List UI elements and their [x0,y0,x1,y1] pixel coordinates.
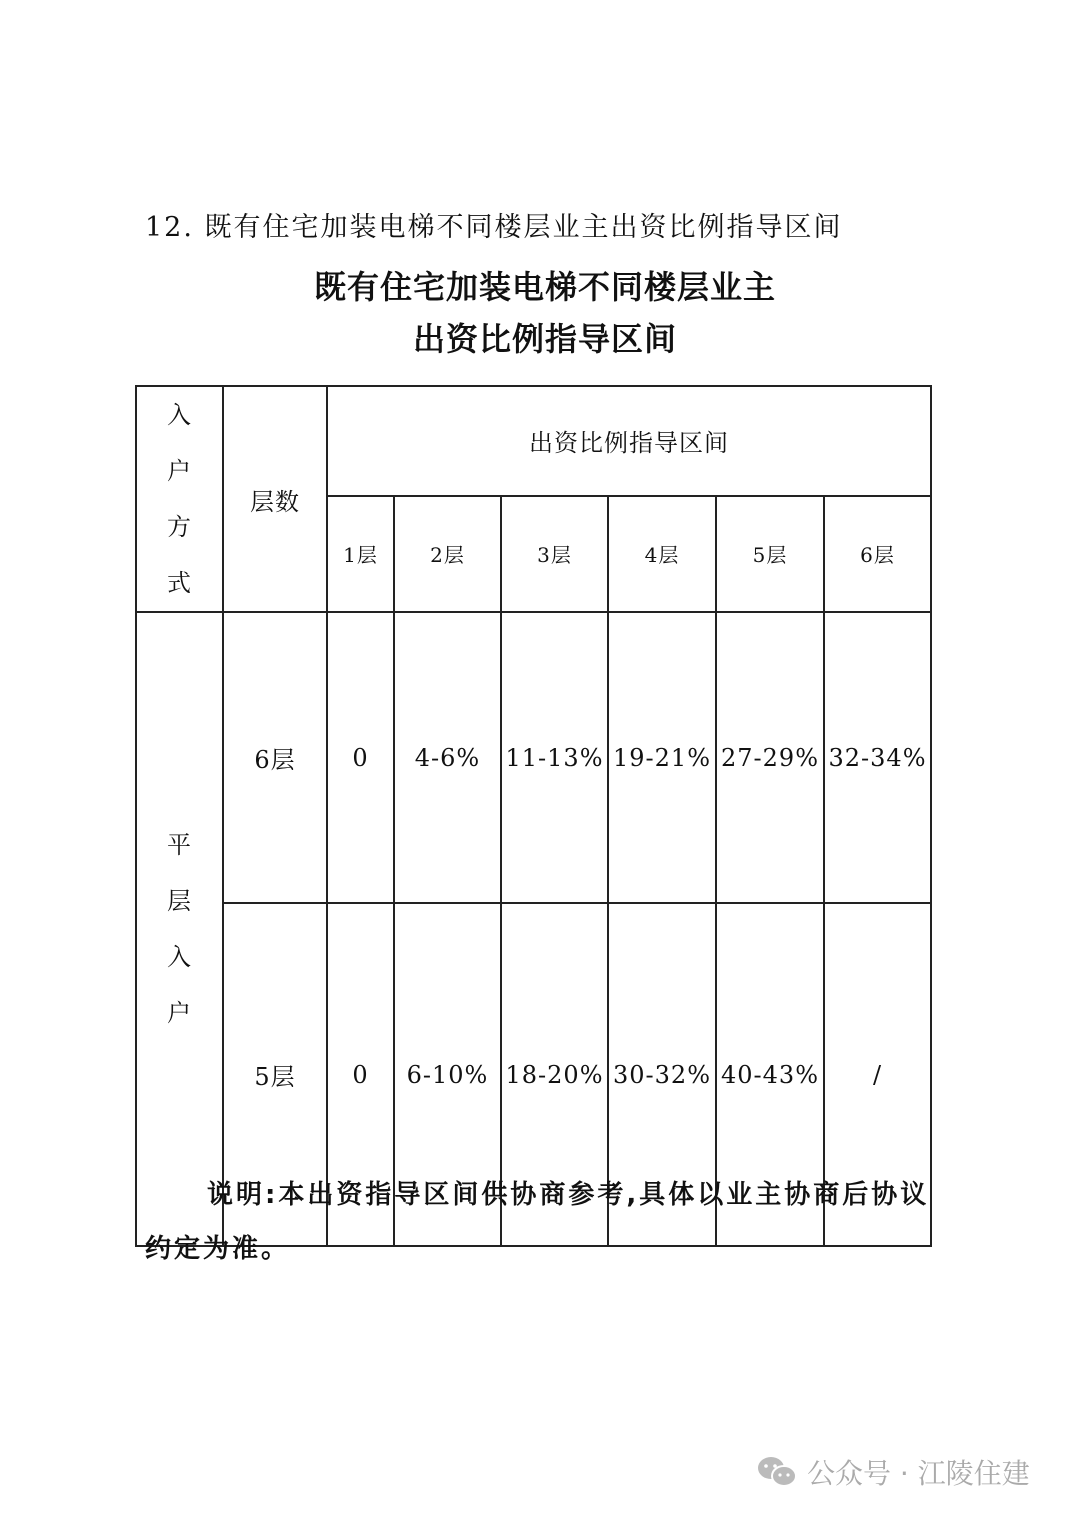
value-cell: 11-13% [501,612,608,903]
entry-type-cell: 平层入户 [136,612,223,1246]
wechat-icon [757,1456,797,1488]
value-cell: 32-34% [824,612,931,903]
floor-header: 1层 [327,496,394,612]
header-entry-type: 入户方式 [136,386,223,612]
floors-cell: 5层 [223,903,327,1246]
floor-header: 6层 [824,496,931,612]
floor-header: 4层 [608,496,716,612]
floor-header: 2层 [394,496,501,612]
section-heading: 12. 既有住宅加装电梯不同楼层业主出资比例指导区间 [145,212,843,243]
floors-cell: 6层 [223,612,327,903]
floor-header: 3层 [501,496,608,612]
header-range: 出资比例指导区间 [327,386,931,496]
value-cell: 30-32% [608,903,716,1246]
value-cell: 40-43% [716,903,824,1246]
watermark-text: 公众号 · 江陵住建 [807,1457,1030,1490]
value-cell: 6-10% [394,903,501,1246]
floor-header: 5层 [716,496,824,612]
table-row [136,612,931,903]
header-floors: 层数 [223,386,327,612]
value-cell: 19-21% [608,612,716,903]
contribution-table [135,385,932,1247]
value-cell: 4-6% [394,612,501,903]
value-cell: 0 [327,612,394,903]
table-title-line2: 出资比例指导区间 [412,320,677,358]
watermark [757,1452,1030,1492]
table-title-line1: 既有住宅加装电梯不同楼层业主 [313,268,776,306]
table-note: 说明:本出资指导区间供协商参考,具体以业主协商后协议约定为准。 [145,1180,930,1264]
value-cell: 0 [327,903,394,1246]
value-cell: 27-29% [716,612,824,903]
value-cell: 18-20% [501,903,608,1246]
value-cell: / [824,903,931,1246]
